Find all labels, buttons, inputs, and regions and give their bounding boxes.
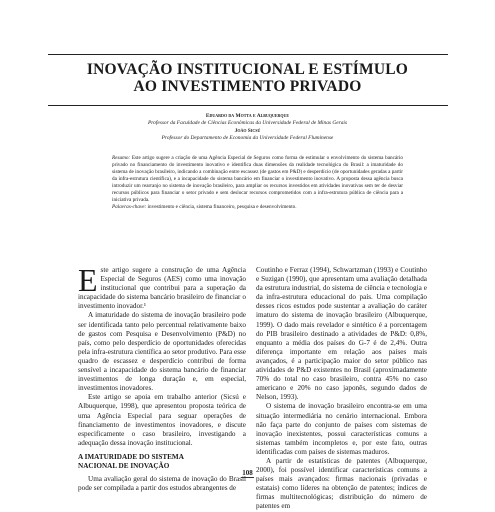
author-affiliation-1: Professor da Faculdade de Ciências Econômicas da Universidade Federal de Minas Gerais <box>147 120 348 127</box>
page-number-text: 108 <box>242 469 253 477</box>
article-title <box>40 61 455 95</box>
top-rule <box>48 54 448 55</box>
paragraph: O sistema de inovação brasileiro encontra-se em uma situação intermediária no cenário internacional. Embora não faça parte do conjunto de países com sistemas de inovação inexistentes, possui características comuns a sistemas também incompletos e, por este fato, outras identificadas com países de sistemas maduros. <box>256 402 427 456</box>
keywords-text: investimento e ciência, sistema financeiro, pesquisa e desenvolvimento. <box>146 204 297 210</box>
paragraph <box>78 262 246 311</box>
section-heading-line-2: NACIONAL DE INOVAÇÃO <box>78 461 170 470</box>
author-block <box>60 113 435 143</box>
keywords-label: Palavras-chave: <box>112 204 147 210</box>
abstract <box>112 155 403 211</box>
paragraph: Uma avaliação geral do sistema de inovação do Brasil pode ser compilada a partir dos estudos abrangentes de <box>78 474 246 492</box>
abstract-text: Este artigo sugere a criação de uma Agência Especial de Seguros como forma de estimular o envolvimento do sistema bancário privado no financiamento do investimento inovativo e identifica duas dimensões da realidade tecnológica do Brasil: a imaturidade do sistema de inovação brasileiro, indicando a combinação entre escassez (de gastos em P&D) e desperdício (de oportunidades geradas a partir da infra-estrutura científica), e a incapacidade do sistema bancário em financiar o investimento inovativo. A proposta dessa agência busca introduzir um rearranjo no sistema de inovação brasileiro, para ampliar os recursos investidos em atividades inovativas sem ter de desviar recursos públicos para financiar o setor privado e sem deslocar recursos comprometidos com a infra-estrutura pública de ciência para a iniciativa privada. <box>112 155 403 203</box>
bottom-rule <box>48 105 448 106</box>
title-line-1: INOVAÇÃO INSTITUCIONAL E ESTÍMULO <box>86 61 409 78</box>
author-affiliation-2: Professor do Departamento de Economia da Universidade Federal Fluminense <box>161 135 334 142</box>
body-column-left <box>78 262 246 493</box>
author-name-1: Eduardo da Motta e Albuquerque <box>205 113 290 119</box>
title-line-2: AO INVESTIMENTO PRIVADO <box>133 78 362 95</box>
drop-cap: E <box>78 262 98 298</box>
paragraph-text: ste artigo sugere a construção de uma Agência Especial de Seguros (AES) como uma inovação institucional que contribui para a superação da incapacidade do sistema bancário brasileiro de financiar o investimento inovador.¹ <box>78 266 246 311</box>
page-number <box>0 469 495 477</box>
paragraph: Este artigo se apoia em trabalho anterior (Sicsú e Albuquerque, 1998), que apresentou proposta teórica de uma Agência Especial para seguar operações de financiamento de investimentos inovadores, e discute especificamente o caso brasileiro, investigando a adequação dessa inovação institucional. <box>78 393 246 447</box>
author-name-2: João Sicsú <box>234 127 261 134</box>
section-heading-line-1: A IMATURIDADE DO SISTEMA <box>78 452 184 461</box>
paragraph: Coutinho e Ferraz (1994), Schwartzman (1993) e Coutinho e Suzigan (1990), que apresentam uma avaliação detalhada da estrutura industrial, do sistema de ciência e tecnologia e da infra-estrutura educacional do país. Uma compilação desses ricos estudos pode sustentar a avaliação do caráter imaturo do sistema de inovação brasileiro (Albuquerque, 1999). O dado mais revelador e sintético é a porcentagem do PIB brasileiro destinado a atividades de P&D: 0,8%, enquanto a média dos países do G-7 é de 2,4%. Outra diferença importante em relação aos países mais avançados, é a participação maior do setor público nas atividades de P&D existentes no Brasil (aproximadamente 70% do total no caso brasileiro, contra 45% no caso americano e 20% no caso japonês, segundo dados de Nelson, 1993). <box>256 266 427 402</box>
paragraph: A imaturidade do sistema de inovação brasileiro pode ser identificada tanto pelo percentual relativamente baixo de gastos com Pesquisa e Desenvolvimento (P&D) no país, como pelo desperdício de oportunidades oferecidas pela infra-estrutura científica ao setor produtivo. Para esse quadro de escassez e desperdício contribui de forma sensível a incapacidade do sistema bancário de financiar investimentos de longa duração e, em especial, investimentos inovadores. <box>78 311 246 393</box>
abstract-label: Resumo: <box>112 155 131 161</box>
paragraph: A partir de estatísticas de patentes (Albuquerque, 2000), foi possível identificar características comuns a países mais avançados: firmas nacionais (privadas e estatais) como líderes na obtenção de patentes; índices de firmas multitecnológicas; distribuição do número de patentes em <box>256 456 427 511</box>
